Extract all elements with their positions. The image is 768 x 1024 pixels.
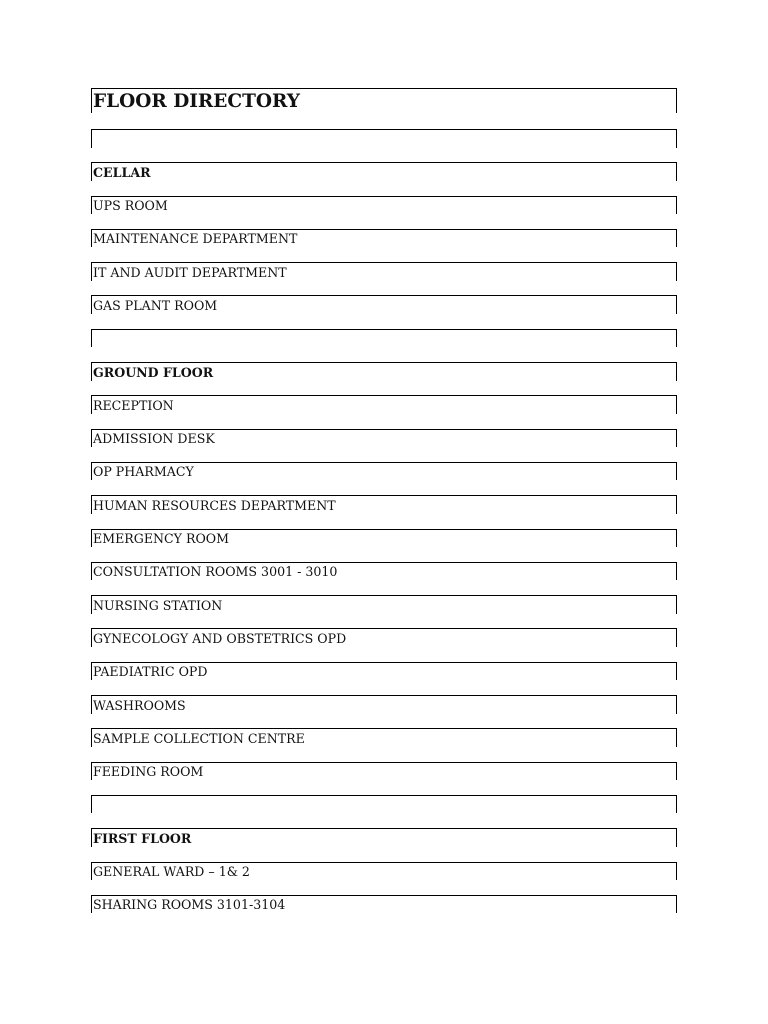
section-heading-first-floor: FIRST FLOOR: [91, 828, 677, 847]
list-item: [91, 395, 677, 428]
section-heading-row: [91, 162, 677, 195]
spacer-row: [91, 329, 677, 362]
directory-entry: ADMISSION DESK: [91, 429, 677, 448]
section-heading-row: [91, 828, 677, 861]
floor-directory-table: [91, 88, 677, 928]
list-item: [91, 895, 677, 928]
directory-entry: UPS ROOM: [91, 196, 677, 215]
list-item: [91, 728, 677, 761]
list-item: [91, 196, 677, 229]
list-item: [91, 628, 677, 661]
section-heading-cellar: CELLAR: [91, 162, 677, 181]
list-item: [91, 695, 677, 728]
list-item: [91, 429, 677, 462]
list-item: [91, 295, 677, 328]
list-item: [91, 262, 677, 295]
directory-entry: GAS PLANT ROOM: [91, 295, 677, 314]
directory-entry: RECEPTION: [91, 395, 677, 414]
list-item: [91, 762, 677, 795]
directory-entry: SHARING ROOMS 3101-3104: [91, 895, 677, 914]
directory-entry: SAMPLE COLLECTION CENTRE: [91, 728, 677, 747]
list-item: [91, 595, 677, 628]
directory-entry: IT AND AUDIT DEPARTMENT: [91, 262, 677, 281]
directory-entry: PAEDIATRIC OPD: [91, 662, 677, 681]
directory-entry: HUMAN RESOURCES DEPARTMENT: [91, 495, 677, 514]
list-item: [91, 562, 677, 595]
section-heading-row: [91, 362, 677, 395]
directory-entry: EMERGENCY ROOM: [91, 529, 677, 548]
spacer-row: [91, 129, 677, 162]
list-item: [91, 862, 677, 895]
list-item: [91, 229, 677, 262]
section-heading-ground-floor: GROUND FLOOR: [91, 362, 677, 381]
directory-entry: OP PHARMACY: [91, 462, 677, 481]
directory-entry: WASHROOMS: [91, 695, 677, 714]
list-item: [91, 495, 677, 528]
directory-title-row: [91, 88, 677, 129]
directory-title: FLOOR DIRECTORY: [91, 88, 677, 113]
directory-entry: FEEDING ROOM: [91, 762, 677, 781]
directory-entry: GENERAL WARD – 1& 2: [91, 862, 677, 881]
directory-entry: CONSULTATION ROOMS 3001 - 3010: [91, 562, 677, 581]
spacer-row: [91, 795, 677, 828]
directory-entry: MAINTENANCE DEPARTMENT: [91, 229, 677, 248]
list-item: [91, 529, 677, 562]
list-item: [91, 462, 677, 495]
directory-entry: NURSING STATION: [91, 595, 677, 614]
list-item: [91, 662, 677, 695]
directory-entry: GYNECOLOGY AND OBSTETRICS OPD: [91, 628, 677, 647]
